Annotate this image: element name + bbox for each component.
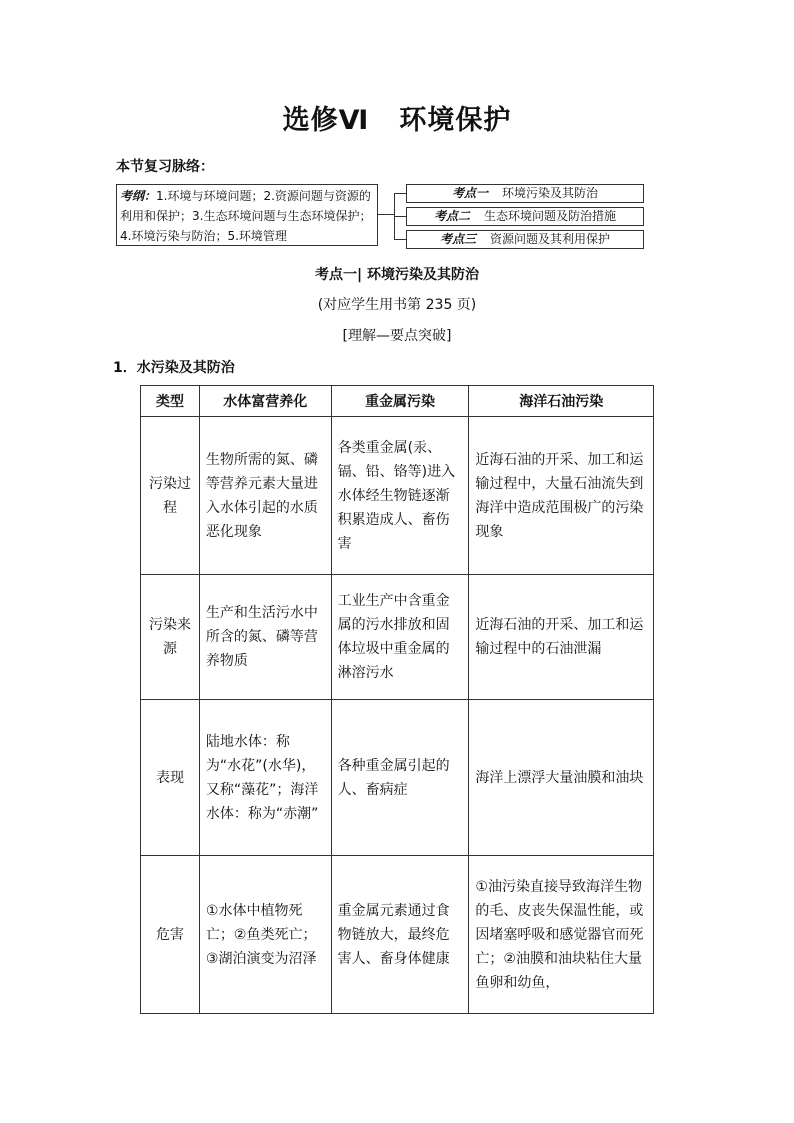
table-row — [141, 856, 654, 1014]
section-title: 考点一| 环境污染及其防治 — [315, 267, 479, 283]
table-cell: 近海石油的开采、加工和运输过程中，大量石油流失到海洋中造成范围极广的污染现象 — [469, 417, 654, 575]
table-cell: 生物所需的氮、磷等营养元素大量进入水体引起的水质恶化现象 — [199, 417, 331, 575]
table-cell: 近海石油的开采、加工和运输过程中的石油泄漏 — [469, 575, 654, 700]
title-part-1: 选修Ⅵ — [282, 105, 370, 136]
table-cell: 生产和生活污水中所含的氮、磷等营养物质 — [199, 575, 331, 700]
table-header-row — [141, 386, 654, 417]
table-row — [141, 575, 654, 700]
row-label: 表现 — [141, 700, 200, 856]
table-header: 海洋石油污染 — [469, 386, 654, 417]
page-title — [0, 98, 794, 137]
syllabus-text: 1.环境与环境问题；2.资源问题与资源的利用和保护；3.生态环境问题与生态环境保护；4.环境污染与防治；5.环境管理 — [120, 189, 372, 243]
connector-branch-3 — [394, 239, 406, 240]
connector-branch-1 — [394, 193, 406, 194]
syllabus-box — [116, 184, 378, 246]
key-point-1-tag: 考点一 — [451, 186, 488, 200]
table-cell: 海洋上漂浮大量油膜和油块 — [469, 700, 654, 856]
key-point-1-text: 环境污染及其防治 — [502, 186, 599, 200]
row-label: 污染过程 — [141, 417, 200, 575]
table-cell: ①水体中植物死亡；②鱼类死亡；③湖泊演变为沼泽 — [199, 856, 331, 1014]
syllabus-tag: 考纲： — [120, 189, 157, 203]
key-point-2 — [406, 207, 644, 226]
table-row — [141, 417, 654, 575]
key-point-3-tag: 考点三 — [439, 232, 476, 246]
table-header: 重金属污染 — [331, 386, 469, 417]
book-reference: (对应学生用书第 235 页) — [317, 297, 477, 313]
connector-branch-2 — [394, 216, 406, 217]
table-header: 类型 — [141, 386, 200, 417]
table-cell: 工业生产中含重金属的污水排放和固体垃圾中重金属的淋溶污水 — [331, 575, 469, 700]
key-point-3 — [406, 230, 644, 249]
table-cell: 重金属元素通过食物链放大，最终危害人、畜身体健康 — [331, 856, 469, 1014]
section-subtitle: [理解—要点突破] — [342, 328, 452, 344]
key-point-2-tag: 考点二 — [433, 209, 470, 223]
table-row — [141, 700, 654, 856]
table-cell: 各种重金属引起的人、畜病症 — [331, 700, 469, 856]
key-point-3-text: 资源问题及其利用保护 — [490, 232, 611, 246]
connector-main — [378, 214, 394, 215]
table-header: 水体富营养化 — [199, 386, 331, 417]
row-label: 污染来源 — [141, 575, 200, 700]
water-pollution-table — [140, 385, 654, 1014]
key-point-1 — [406, 184, 644, 203]
title-part-2: 环境保护 — [399, 105, 512, 136]
row-label: 危害 — [141, 856, 200, 1014]
key-point-2-text: 生态环境问题及防治措施 — [484, 209, 617, 223]
table-cell: 陆地水体：称为“水花”(水华)，又称“藻花”；海洋水体：称为“赤潮” — [199, 700, 331, 856]
table-cell: ①油污染直接导致海洋生物的毛、皮丧失保温性能，或因堵塞呼吸和感觉器官而死亡；②油膜和油块粘住大量鱼卵和幼鱼， — [469, 856, 654, 1014]
outline-label: 本节复习脉络： — [116, 159, 214, 175]
table-cell: 各类重金属(汞、镉、铅、铬等)进入水体经生物链逐渐积累造成人、畜伤害 — [331, 417, 469, 575]
heading-water-pollution: 1．水污染及其防治 — [113, 360, 235, 376]
